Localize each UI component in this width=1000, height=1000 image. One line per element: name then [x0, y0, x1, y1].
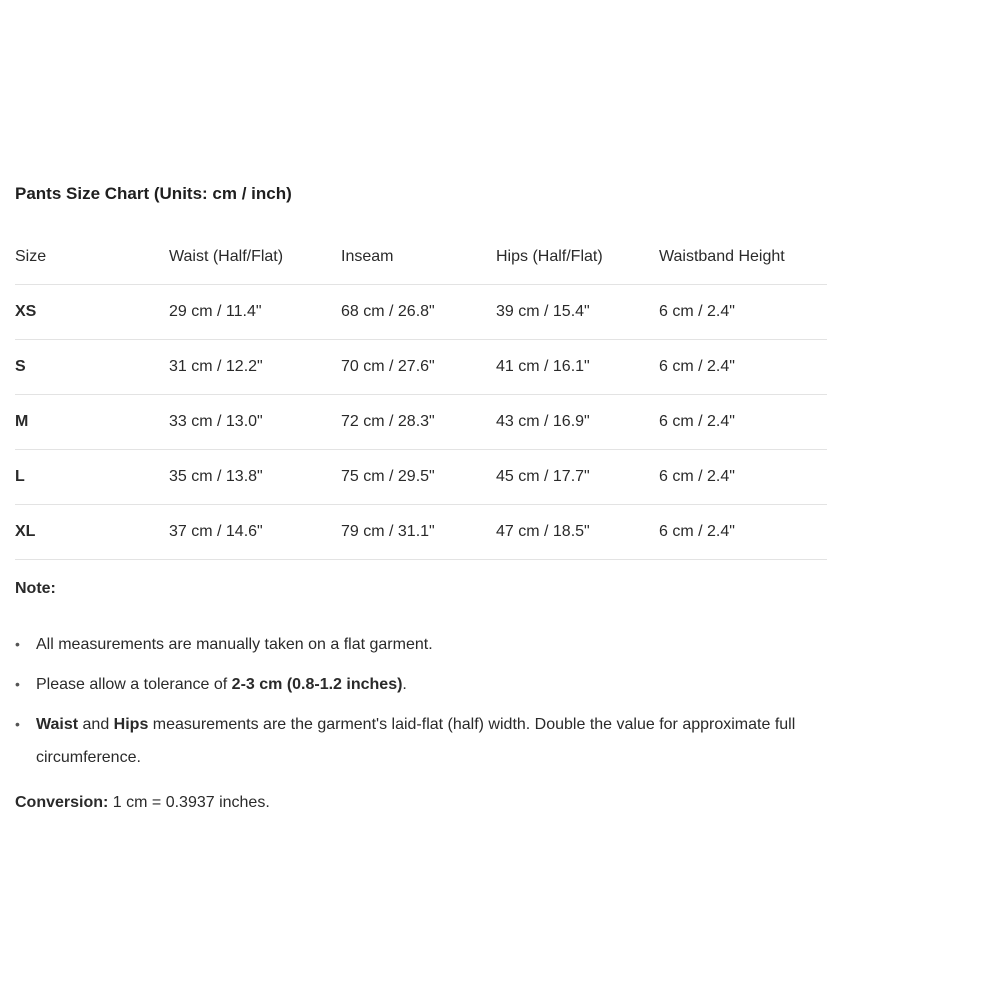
inseam-cell: 68 cm / 26.8": [341, 303, 435, 320]
header-waist: Waist (Half/Flat): [169, 248, 284, 265]
waistband-cell: 6 cm / 2.4": [659, 303, 735, 320]
hips-cell: 39 cm / 15.4": [496, 303, 590, 320]
note-text: and: [78, 716, 114, 733]
hips-cell: 47 cm / 18.5": [496, 523, 590, 540]
inseam-cell: 79 cm / 31.1": [341, 523, 435, 540]
bullet-icon: •: [15, 636, 20, 652]
hips-cell: 43 cm / 16.9": [496, 413, 590, 430]
size-cell: S: [15, 358, 26, 375]
waist-cell: 37 cm / 14.6": [169, 523, 263, 540]
table-row: [15, 340, 827, 395]
tolerance-value: 2-3 cm (0.8-1.2 inches): [231, 676, 403, 693]
hips-cell: 45 cm / 17.7": [496, 468, 590, 485]
note-item: [15, 708, 855, 774]
inseam-cell: 75 cm / 29.5": [341, 468, 435, 485]
hips-cell: 41 cm / 16.1": [496, 358, 590, 375]
waist-cell: 31 cm / 12.2": [169, 358, 263, 375]
table-row: [15, 285, 827, 340]
bullet-icon: •: [15, 676, 20, 692]
size-chart-table: [15, 230, 827, 560]
waistband-cell: 6 cm / 2.4": [659, 523, 735, 540]
header-size: Size: [15, 248, 47, 265]
conversion-label: Conversion:: [15, 794, 109, 811]
table-header-row: [15, 230, 827, 285]
table-row: [15, 450, 827, 505]
waistband-cell: 6 cm / 2.4": [659, 358, 735, 375]
note-text: .: [402, 676, 407, 693]
waist-cell: 29 cm / 11.4": [169, 303, 262, 320]
note-text: measurements are the garment's laid-flat (half) width. Double the value for approximate full circumference.: [36, 716, 796, 766]
inseam-cell: 70 cm / 27.6": [341, 358, 435, 375]
waist-cell: 35 cm / 13.8": [169, 468, 263, 485]
size-cell: L: [15, 468, 25, 485]
size-cell: XS: [15, 303, 37, 320]
note-text: All measurements are manually taken on a flat garment.: [36, 636, 433, 653]
bullet-icon: •: [15, 716, 20, 732]
table-row: [15, 505, 827, 560]
note-heading: Note:: [15, 580, 56, 597]
waistband-cell: 6 cm / 2.4": [659, 413, 735, 430]
conversion-line: [15, 794, 270, 812]
conversion-text: 1 cm = 0.3937 inches.: [108, 794, 270, 811]
header-hips: Hips (Half/Flat): [496, 248, 603, 265]
note-item: [15, 668, 855, 701]
note-text: Please allow a tolerance of: [36, 676, 232, 693]
inseam-cell: 72 cm / 28.3": [341, 413, 435, 430]
waist-term: Waist: [36, 716, 79, 733]
table-row: [15, 395, 827, 450]
size-cell: M: [15, 413, 29, 430]
note-list: [15, 628, 855, 781]
header-inseam: Inseam: [341, 248, 394, 265]
page-title: Pants Size Chart (Units: cm / inch): [15, 184, 292, 203]
note-item: [15, 628, 855, 661]
size-cell: XL: [15, 523, 36, 540]
waist-cell: 33 cm / 13.0": [169, 413, 263, 430]
hips-term: Hips: [113, 716, 149, 733]
header-waistband-height: Waistband Height: [659, 248, 785, 265]
waistband-cell: 6 cm / 2.4": [659, 468, 735, 485]
